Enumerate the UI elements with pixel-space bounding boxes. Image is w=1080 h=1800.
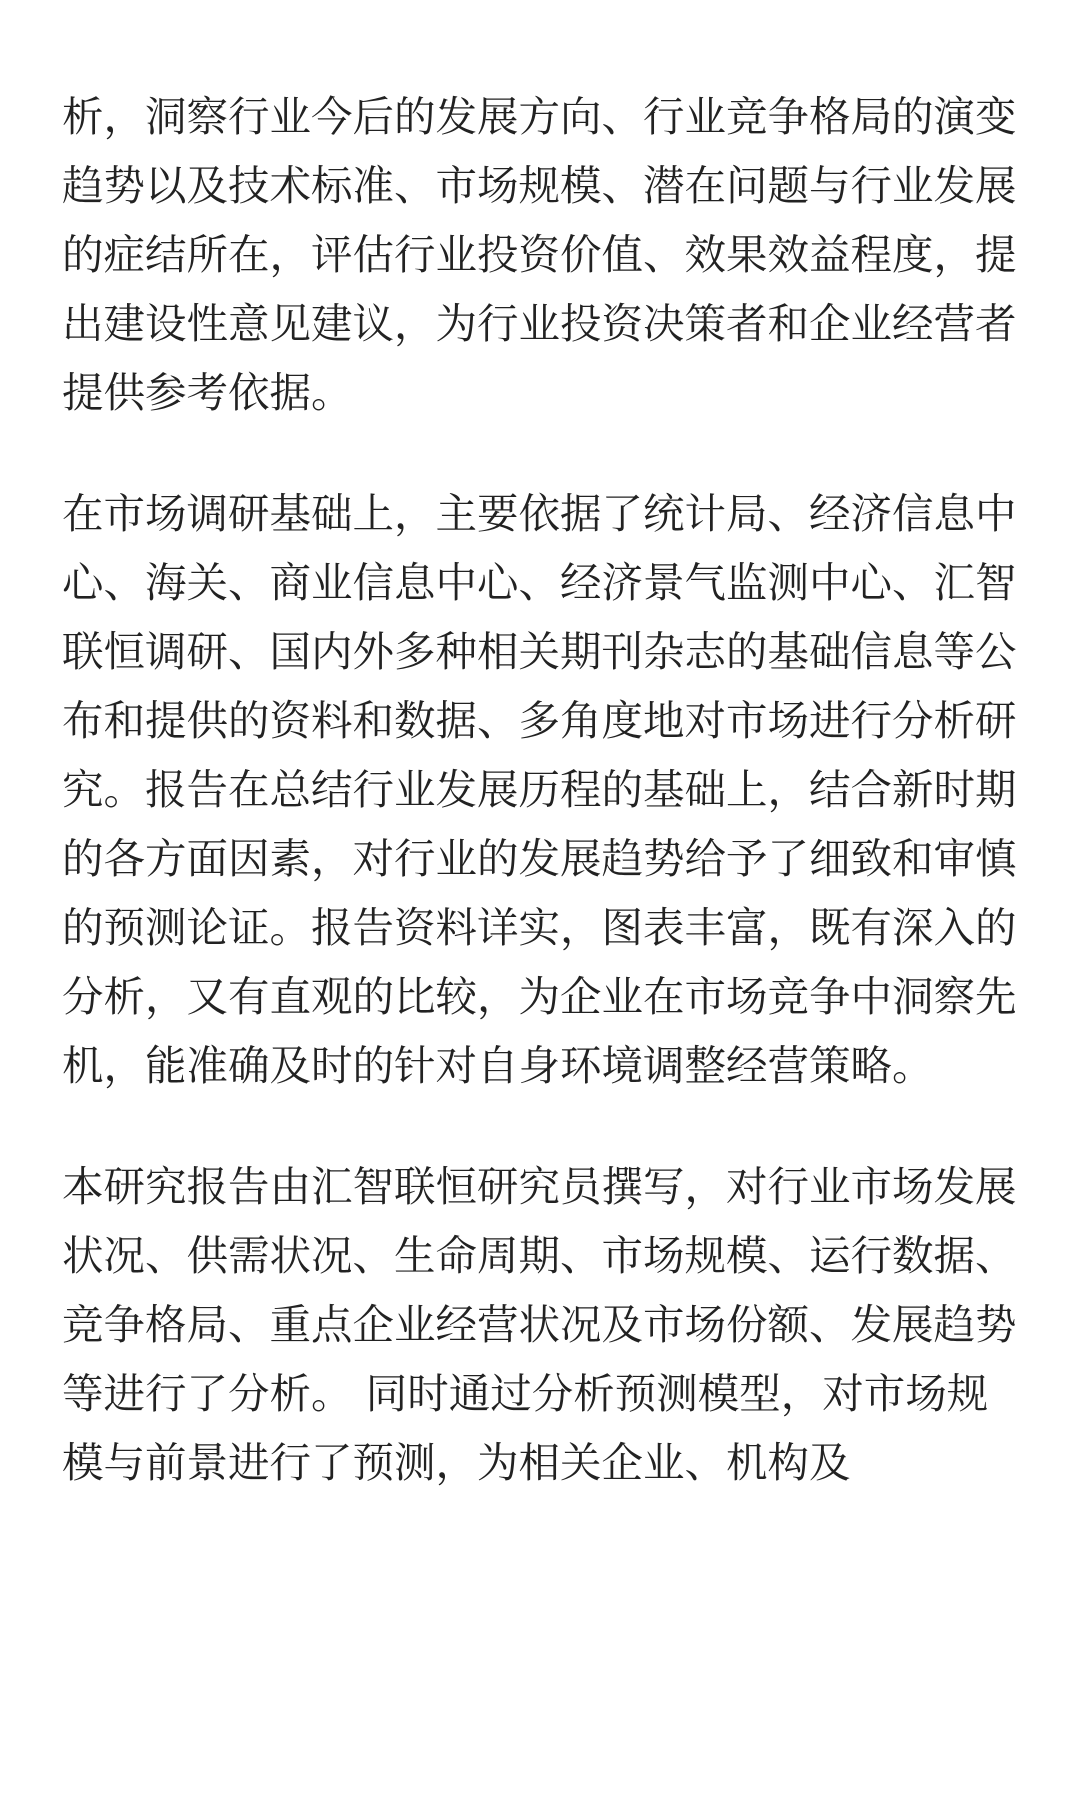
paragraph-3: 本研究报告由汇智联恒研究员撰写，对行业市场发展状况、供需状况、生命周期、市场规模、运行数据、竞争格局、重点企业经营状况及市场份额、发展趋势等进行了分析。 同时通过分析预测模型，对市场规模与前景进行了预测，为相关企业、机构及 <box>62 1162 1017 1487</box>
article-body <box>62 82 1022 1497</box>
paragraph-1: 析，洞察行业今后的发展方向、行业竞争格局的演变趋势以及技术标准、市场规模、潜在问题与行业发展的症结所在，评估行业投资价值、效果效益程度，提出建设性意见建议，为行业投资决策者和企业经营者提供参考依据。 <box>62 92 1017 417</box>
paragraph-2: 在市场调研基础上，主要依据了统计局、经济信息中心、海关、商业信息中心、经济景气监测中心、汇智联恒调研、国内外多种相关期刊杂志的基础信息等公布和提供的资料和数据、多角度地对市场进行分析研究。报告在总结行业发展历程的基础上，结合新时期的各方面因素，对行业的发展趋势给予了细致和审慎的预测论证。报告资料详实，图表丰富，既有深入的分析，又有直观的比较，为企业在市场竞争中洞察先机，能准确及时的针对自身环境调整经营策略。 <box>62 489 1017 1090</box>
